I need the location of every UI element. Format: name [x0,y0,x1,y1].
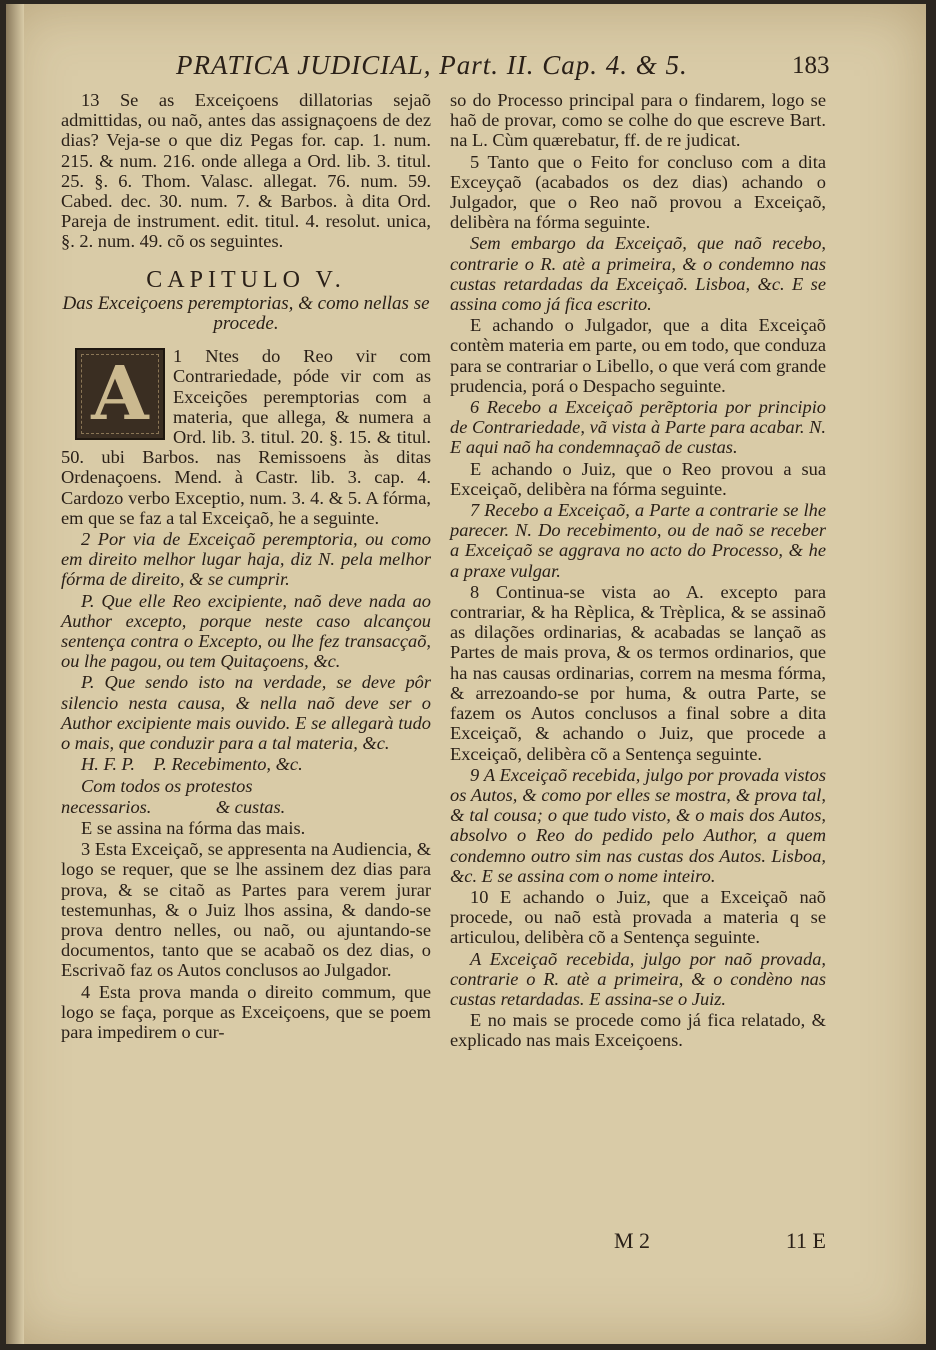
left-column [61,90,431,1042]
ornamental-dropcap [75,348,165,440]
paragraph-3: 3 Esta Exceiçaõ, se appresenta na Audiencia, & logo se requer, que se lhe assinem dez dias para prova, & se citaõ as Partes para verem jurar testemunhas, & o Juiz lhos assina, & dando-se prova dentro nelles, ou naõ, ou ajuntando-se documentos, tanto que se acabaõ os dez dias, o Escrivaõ faz os Autos conclusos ao Julgador. [61,839,431,981]
paragraph-p-first: P. Que elle Reo excipiente, naõ deve nada ao Author excepto, porque neste caso alcançou sentença contra o Excepto, ou lhe fez transacçaõ, ou lhe pagou, ou tem Quitaçoens, &c. [61,590,431,672]
right-column [450,90,826,1051]
running-title: PRATICA JUDICIAL, Part. II. Cap. 4. & 5. [176,50,688,80]
chapter-heading: CAPITULO V. [146,266,346,293]
paragraph-7: 7 Recebo a Exceiçaõ, a Parte a contrarie se lhe parecer. N. Do recebimento, ou de naõ se receber a Exceiçaõ se aggrava no acto do Processo, & he a praxe vulgar. [450,500,826,581]
hfp-line: H. F. P. P. Recebimento, &c. [81,754,303,775]
protestos-line: Com todos os protestos [81,775,253,796]
paragraph-p-second: P. Que sendo isto na verdade, se deve pôr silencio nesta causa, & nella naõ deve ser o Author excipiente mais ouvido. E se allegarà tudo o mais, que conduzir para a tal materia, &c. [61,672,431,754]
paragraph-4: 4 Esta prova manda o direito commum, que logo se faça, porque as Exceiçoens, que se poem para impedirem o cur- [61,981,431,1042]
paragraph-2: 2 Por via de Exceiçaõ peremptoria, ou como em direito melhor lugar haja, diz N. pela melhor fórma de direito, & se cumprir. [61,529,431,590]
paragraph-10: 10 E achando o Juiz, que a Exceiçaõ naõ procede, ou naõ està provada a materia q se articulou, delibèra cõ a Sentença seguinte. [450,886,826,948]
paragraph-4-continued: so do Processo principal para o findarem, logo se haõ de provar, como se colhe do que escreve Bart. na L. Cùm quærebatur, ff. de re judicat. [450,90,826,151]
sentence-10: A Exceiçaõ recebida, julgo por naõ provada, contrarie o R. atè a primeira, & o condèno nas custas retardadas. E assina-se o Juiz. [450,948,826,1009]
page-number: 183 [792,52,830,79]
paragraph-6: 6 Recebo a Exceiçaõ perẽptoria por principio de Contrariedade, vã vista à Parte para acabar. N. E aqui naõ ha condemnaçaõ de custas. [450,397,826,458]
dropcap-letter: A [91,351,149,438]
paragraph-1 [61,346,431,528]
assina-line: E se assina na fórma das mais. [81,817,306,838]
sem-embargo-sentence: Sem embargo da Exceiçaõ, que naõ recebo, contrarie o R. atè a primeira, & o condemno nas custas retardadas da Exceiçaõ. Lisboa, &c. E se assina como já fica escrito. [450,233,826,315]
book-page [6,4,926,1344]
signature-mark: M 2 [614,1228,651,1253]
paragraph-1-text: 1 Ntes do Reo vir com Contrariedade, póde vir com as Exceições peremptorias com a materia, que allega, & numera a Ord. lib. 3. titul. 20. §. 15. & titul. 50. ubi Barbos. nas Remissoens às ditas Ordenaçoens. Mend. à Castr. lib. 3. cap. 4. Cardozo verbo Exceptio, num. 3. 4. & 5. A fórma, em que se faz a tal Exceiçaõ, he a seguinte. [61,346,431,528]
e-achando-paragraph: E achando o Julgador, que a dita Exceiçaõ contèm materia em parte, ou em todo, que conduza para se contrariar o Libello, o que verá com grande prudencia, porá o Despacho seguinte. [450,315,826,396]
page-footer [450,1228,826,1252]
paragraph-5: 5 Tanto que o Feito for concluso com a dita Exceyçaõ (acabados os dez dias) achando o Julgador, que o Reo naõ provou a Exceiçaõ, delibèra na fórma seguinte. [450,151,826,233]
page-gutter-shadow [6,4,24,1344]
paragraph-13: 13 Se as Exceiçoens dillatorias sejaõ admittidas, ou naõ, antes das assignaçoens de dez dias? Veja-se o que diz Pegas for. cap. 1. num. 215. & num. 216. onde allega a Ord. lib. 3. titul. 25. §. 6. Thom. Valasc. allegat. 76. num. 59. Cabed. dec. 30. num. 7. & Barbos. à dita Ord. Pareja de instrument. edit. titul. 4. resolut. unica, §. 2. num. 49. cõ os seguintes. [61,90,431,252]
chapter-subtitle: Das Exceiçoens peremptorias, & como nellas se procede. [62,292,430,335]
page-header [6,50,926,84]
e-no-mais-paragraph: E no mais se procede como já fica relatado, & explicado nas mais Exceiçoens. [450,1010,826,1051]
paragraph-8: 8 Continua-se vista ao A. excepto para contrariar, & ha Rèplica, & Trèplica, & se assinaõ as dilações ordinarias, & acabadas se lançaõ as Partes de mais prova, & os termos ordinarios, que ha nas causas ordinarias, correm na mesma fórma, & arrezoando-se por huma, & outra Parte, se fazem os Autos conclusos a final sobre a dita Exceiçaõ, & achando o Juiz, que procede a Exceiçaõ, delibèra cõ a Sentença seguinte. [450,581,826,764]
catchword: 11 E [785,1228,826,1253]
e-achando-second: E achando o Juiz, que o Reo provou a sua Exceiçaõ, delibèra na fórma seguinte. [450,458,826,499]
necessarios-line: necessarios. & custas. [61,796,286,817]
paragraph-9: 9 A Exceiçaõ recebida, julgo por provada vistos os Autos, & como por elles se mostra, & prova tal, & tal cousa; o que tudo visto, & o mais dos Autos, absolvo o Reo do pedido pelo Author, a quem condemno outro sim nas custas dos Autos. Lisboa, &c. E se assina com o nome inteiro. [450,764,826,886]
